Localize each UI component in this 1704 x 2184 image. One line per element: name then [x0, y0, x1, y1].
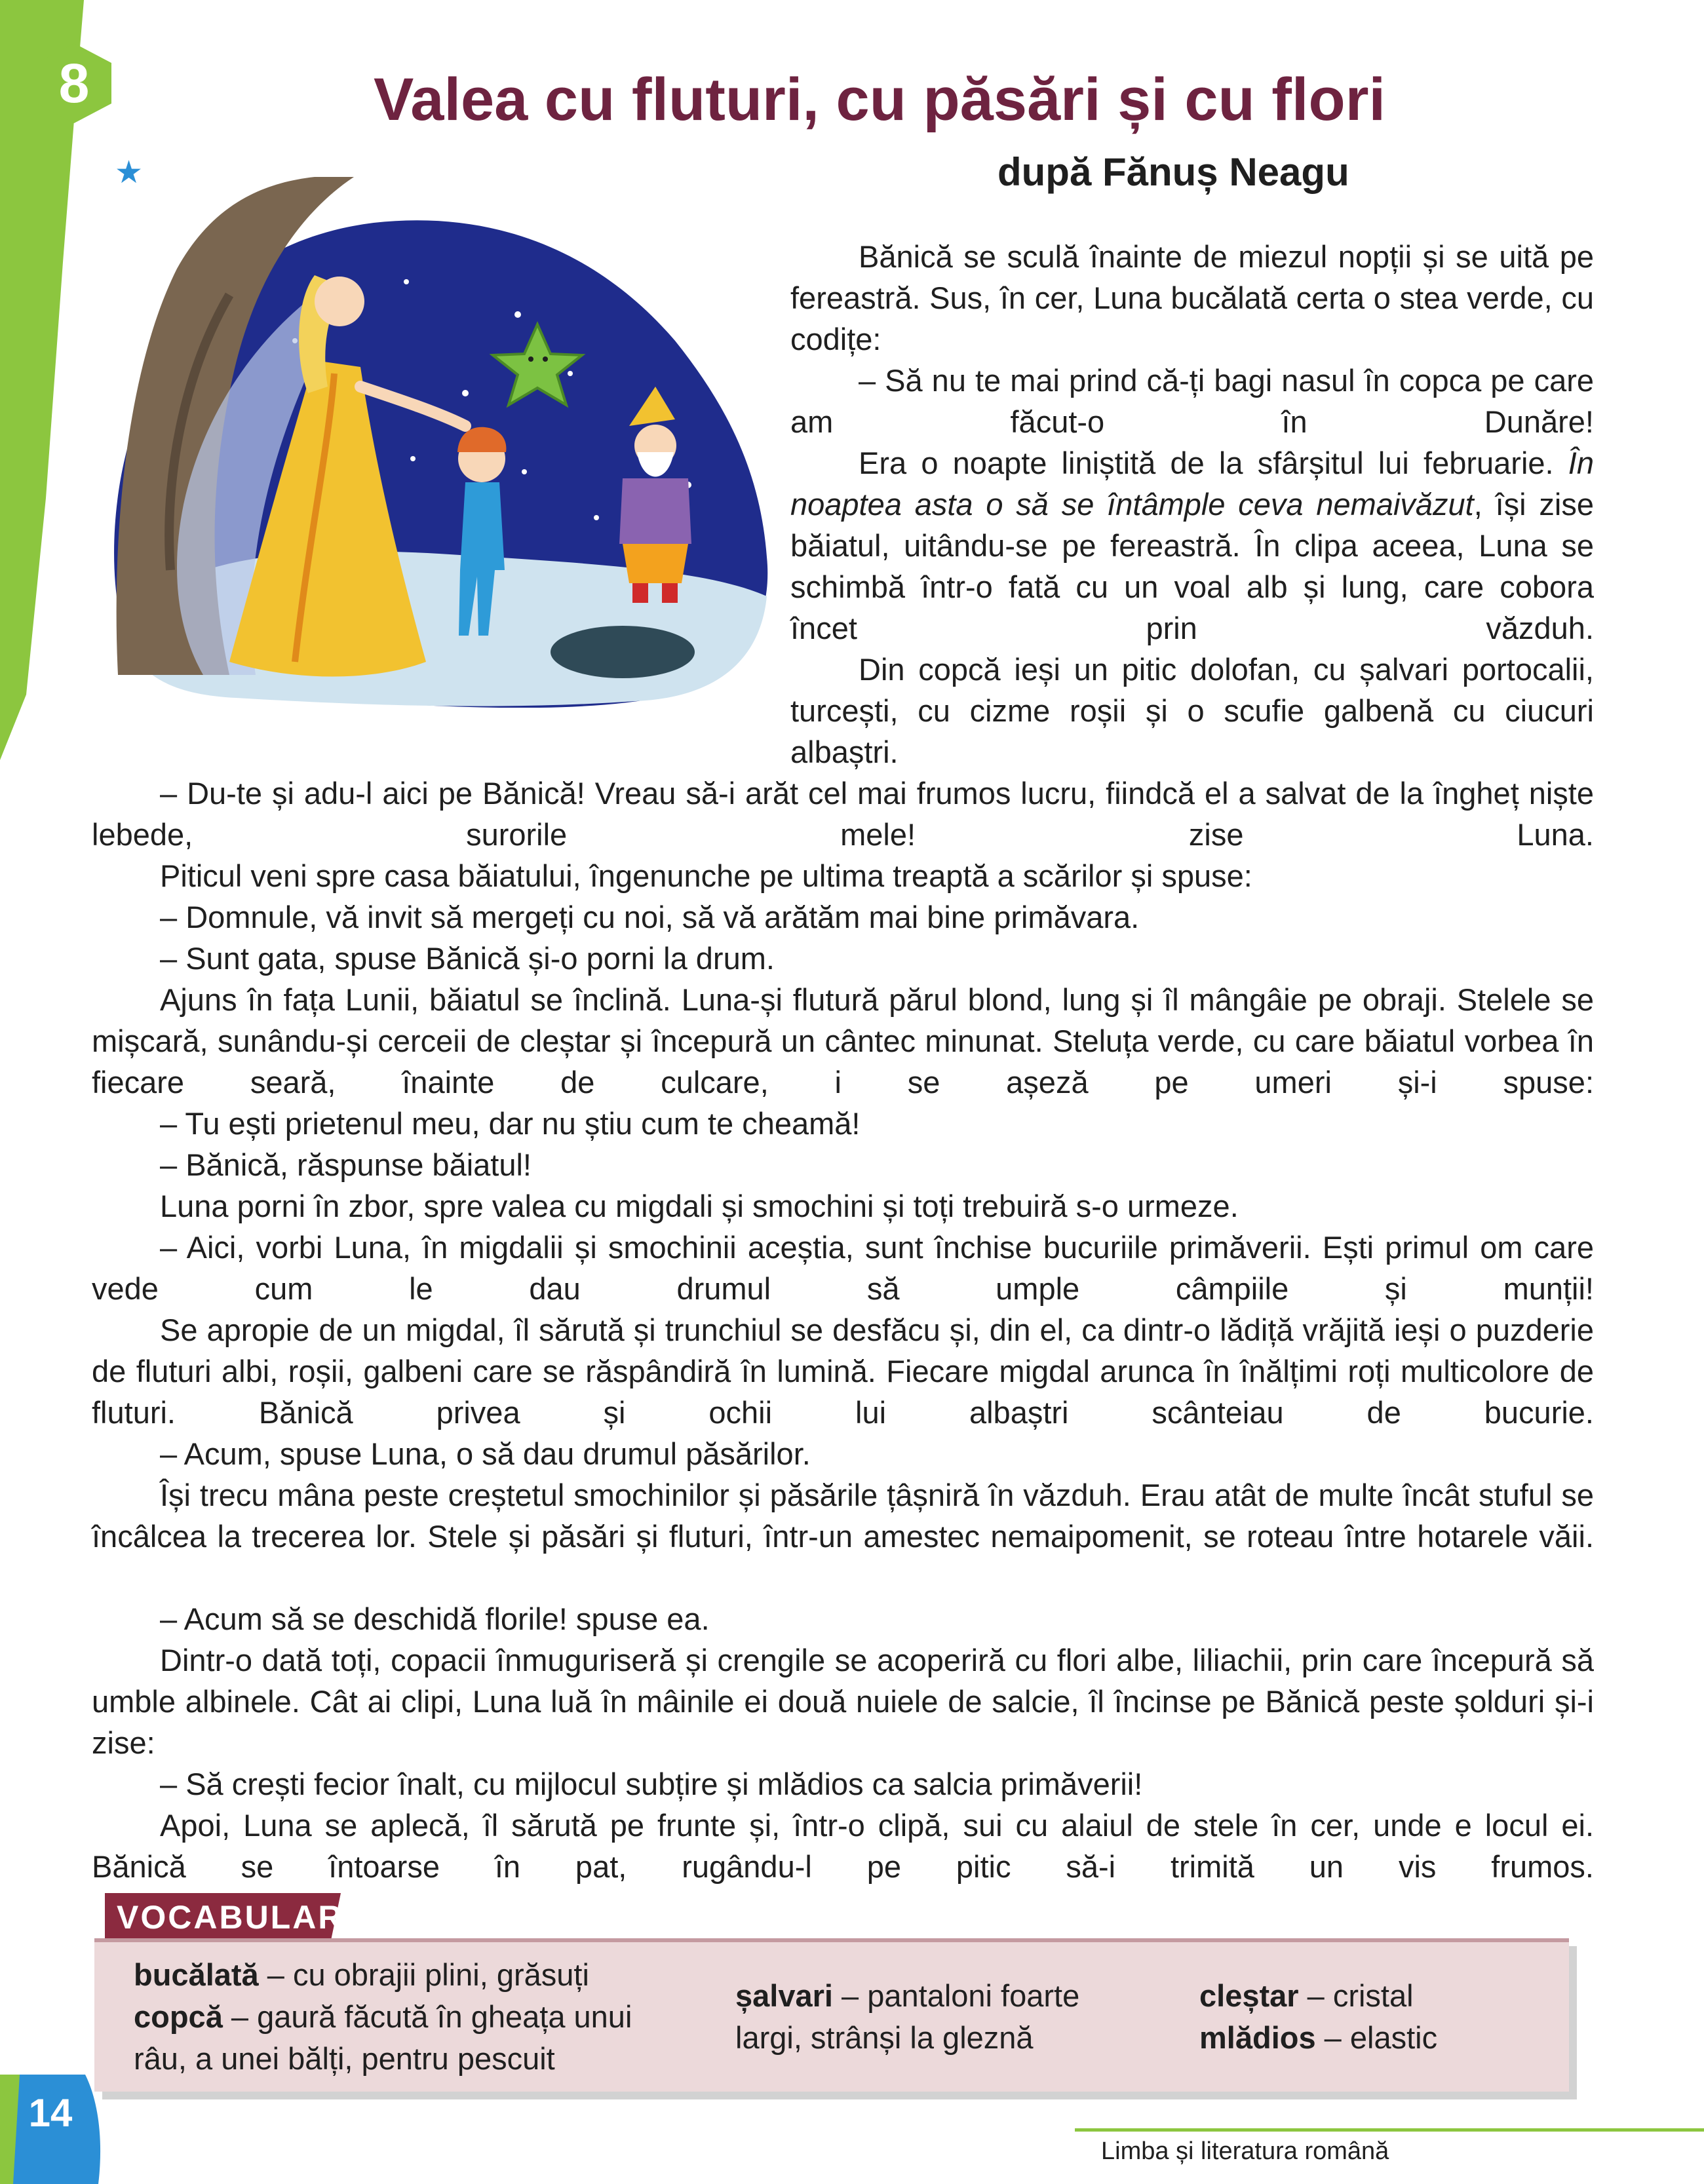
- vocab-entry: [1199, 2017, 1540, 2059]
- vocabulary-column-2: [735, 1975, 1142, 2059]
- paragraph: – Să crești fecior înalt, cu mijlocul subțire și mlădios ca salcia primăverii!: [160, 1767, 1143, 1801]
- vocabulary-box: [94, 1938, 1569, 2092]
- paragraph: Se apropie de un migdal, îl sărută și trunchiul se desfăcu și, din el, ca dintr-o lădiță vrăjită ieși o puzderie de fluturi albi, roșii, galbeni care se răspândiră în lumină. Fiecare migdal arunca în înălțimi roți multicolore de fluturi. Bănică privea și ochii lui albaștri scânteiau de bucurie.: [92, 1312, 1594, 1430]
- vocab-term: bucălată: [134, 1957, 259, 1992]
- paragraph: – Tu ești prietenul meu, dar nu știu cum te cheamă!: [160, 1106, 861, 1141]
- paragraph: Ajuns în fața Lunii, băiatul se înclină. Luna-și flutură părul blond, lung și îl mângâie pe obraji. Stelele se mișcară, sunându-și cerceii de cleștar și începură un cântec minunat. Steluța verde, cu care băiatul vorbea în fiecare seară, înainte de culcare, i se așeză pe umeri și-i spuse:: [92, 982, 1594, 1100]
- vocab-entry: [134, 1954, 658, 1996]
- paragraph: – Domnule, vă invit să mergeți cu noi, să vă arătăm mai bine primăvara.: [160, 900, 1140, 934]
- vocab-definition: – cu obrajii plini, grăsuți: [258, 1957, 589, 1992]
- vocabulary-heading: VOCABULAR: [117, 1899, 344, 1936]
- paragraph: – Sunt gata, spuse Bănică și-o porni la drum.: [160, 941, 775, 976]
- paragraph: Piticul veni spre casa băiatului, îngenunche pe ultima treaptă a scărilor și spuse:: [160, 858, 1252, 893]
- vocab-term: mlădios: [1199, 2020, 1316, 2055]
- paragraph-intro: Bănică se sculă înainte de miezul nopții și se uită pe fereastră. Sus, în cer, Luna bucălată certa o stea verde, cu codițe:: [790, 239, 1594, 356]
- vocab-definition: – pantaloni foarte largi, strânși la gleznă: [735, 1978, 1080, 2055]
- paragraph-luna-dialogue: – Să nu te mai prind că-ți bagi nasul în copca pe care am făcut-o în Dunăre!: [790, 363, 1594, 439]
- paragraph: Dintr-o dată toți, copacii înmuguriseră și crengile se acoperiră cu flori albe, liliachii, prin care începură să umble albinele. Cât ai clipi, Luna luă în mâinile ei două nuiele de salcie, îl încinse pe Bănică peste șolduri și-i zise:: [92, 1643, 1594, 1760]
- luna-face: [315, 277, 364, 326]
- footer-subject: Limba și literatura română: [1101, 2137, 1389, 2165]
- vocabulary-column-1: [134, 1954, 658, 2080]
- paragraph: – Aici, vorbi Luna, în migdalii și smochinii aceștia, sunt închise bucuriile primăverii. Ești primul om care vede cum le dau drumul să umple câmpiile și munții!: [92, 1230, 1594, 1306]
- vocabulary-column-3: [1199, 1975, 1540, 2059]
- vocab-definition: – cristal: [1298, 1978, 1414, 2013]
- paragraph: – Acum să se deschidă florile! spuse ea.: [160, 1601, 710, 1636]
- paragraph-dwarf-appears: Din copcă ieși un pitic dolofan, cu șalvari portocalii, turcești, cu cizme roșii și o scufie galbenă cu ciucuri albaștri.: [790, 652, 1594, 769]
- footer-divider: [1075, 2128, 1704, 2132]
- italic-thought: În noaptea asta o să se întâmple ceva nemaivăzut: [790, 446, 1594, 522]
- vocab-term: șalvari: [735, 1978, 833, 2013]
- paragraph: – Du-te și adu-l aici pe Bănică! Vreau să-i arăt cel mai frumos lucru, fiindcă el a salvat de la îngheț niște lebede, surorile mele! zise Luna.: [92, 776, 1594, 852]
- vocab-entry: [134, 1996, 658, 2080]
- paragraph: Își trecu mâna peste creștetul smochinilor și păsările țâșniră în văzduh. Erau atât de multe încât stuful se încâlcea la trecerea lor. Stele și păsări și fluturi, într-un amestec nemaipomenit, se roteau între hotarele văii.: [92, 1478, 1594, 1554]
- lesson-number: 8: [58, 52, 90, 114]
- page-number: 14: [28, 2091, 73, 2135]
- page-title: Valea cu fluturi, cu păsări și cu flori: [374, 66, 1386, 133]
- vocab-entry: [1199, 1975, 1540, 2017]
- story-illustration: [98, 177, 780, 708]
- author-line: după Fănuș Neagu: [997, 150, 1349, 194]
- paragraph-quiet-night: Era o noapte liniștită de la sfârșitul lui februarie. În noaptea asta o să se întâmple ceva nemaivăzut, își zise băiatul, uitându-se pe fereastră. În clipa aceea, Luna se schimbă într-o fată cu un voal alb și lung, care cobora încet prin văzduh.: [790, 446, 1594, 645]
- paragraph: – Acum, spuse Luna, o să dau drumul păsărilor.: [160, 1436, 811, 1471]
- vocab-definition: – elastic: [1315, 2020, 1438, 2055]
- paragraph: Luna porni în zbor, spre valea cu migdali și smochini și toți trebuiră s-o urmeze.: [160, 1189, 1239, 1223]
- vocab-definition: – gaură făcută în gheața unui râu, a unei bălți, pentru pescuit: [134, 1999, 632, 2076]
- vocab-entry: [735, 1975, 1142, 2059]
- vocab-term: copcă: [134, 1999, 223, 2034]
- ice-hole: [551, 626, 695, 678]
- paragraph: Apoi, Luna se aplecă, îl sărută pe frunte și, într-o clipă, sui cu alaiul de stele în cer, unde e locul ei. Bănică se întoarse în pat, rugându-l pe pitic să-i trimită un vis frumos.: [92, 1808, 1594, 1884]
- star-icon: ★: [115, 155, 144, 190]
- paragraph: – Bănică, răspunse băiatul!: [160, 1147, 532, 1182]
- vocab-term: cleștar: [1199, 1978, 1299, 2013]
